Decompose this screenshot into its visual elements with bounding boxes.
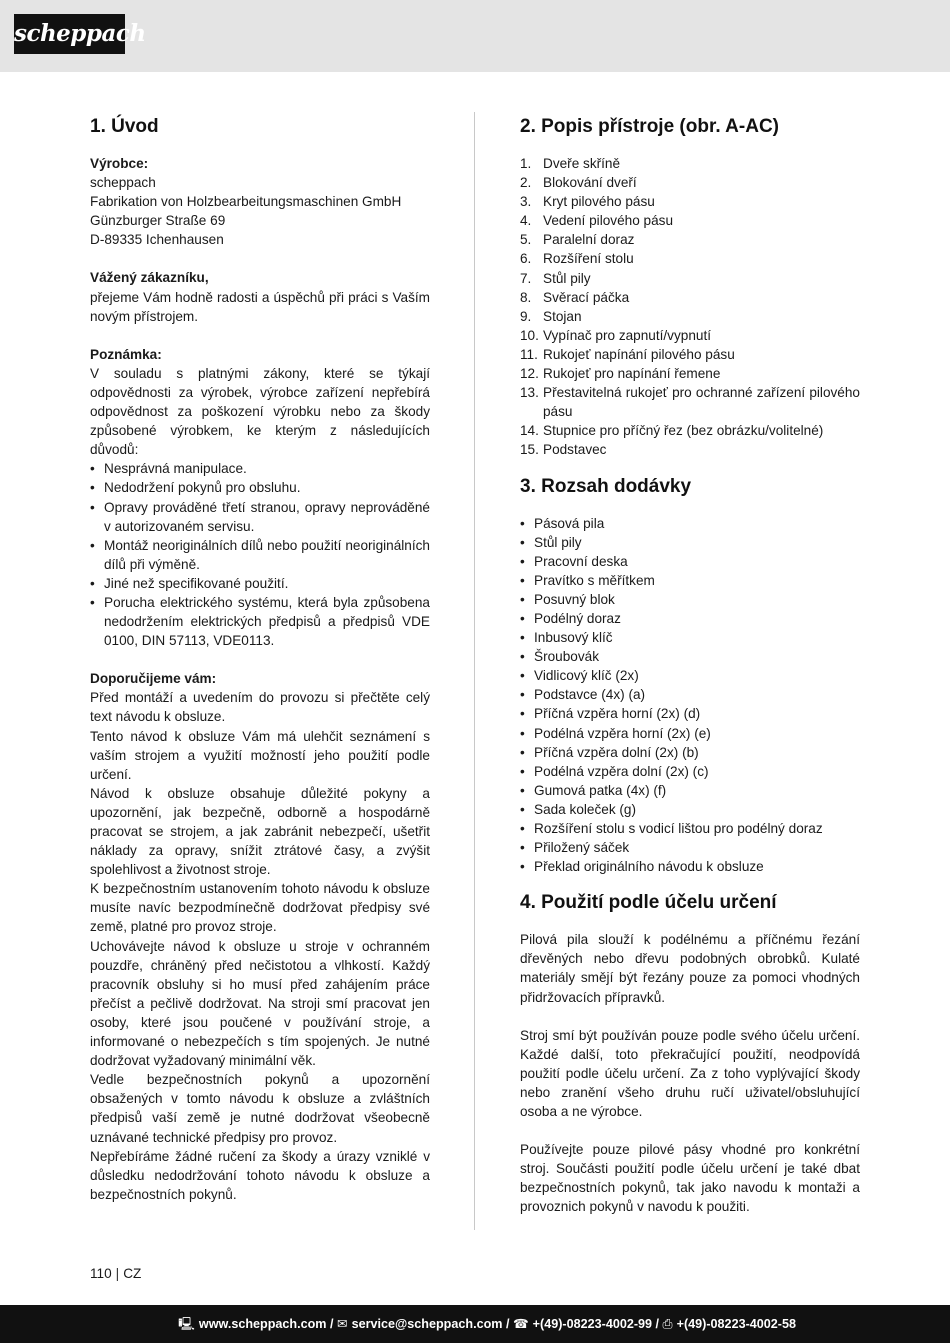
list-item: • Stůl pily — [520, 533, 860, 552]
item-number: 8. — [520, 289, 532, 305]
item-text: Stůl pily — [543, 270, 591, 286]
manufacturer-line: Fabrikation von Holzbearbeitungsmaschinen GmbH — [90, 194, 402, 210]
item-number: 13. — [520, 385, 539, 401]
column-divider — [474, 112, 475, 1230]
list-item — [520, 249, 860, 268]
item-text: Paralelní doraz — [543, 232, 635, 248]
item-number: 11. — [520, 346, 538, 362]
note-label: Poznámka: — [90, 346, 162, 362]
list-item: • Překlad originálního návodu k obsluze — [520, 857, 860, 876]
list-item: • Podélná vzpěra dolní (2x) (c) — [520, 762, 860, 781]
list-item — [520, 307, 860, 326]
recommend-paragraph: Tento návod k obsluze Vám má ulehčit seznámení s vaším strojem a využití možností jeho použití podle určení. — [90, 728, 430, 782]
item-number: 15. — [520, 442, 539, 458]
item-number: 2. — [520, 175, 532, 191]
list-item: • Nesprávná manipulace. — [90, 459, 430, 478]
list-item — [520, 154, 860, 173]
list-item: • Opravy prováděné třetí stranou, opravy neprováděné v autorizovaném servisu. — [90, 498, 430, 536]
page-number-value: 110 — [90, 1266, 112, 1281]
list-item: • Šroubovák — [520, 647, 860, 666]
use-paragraph: Pilová pila slouží k podélnému a příčnému řezání dřevěných nebo dřevu podobných obrobků. Kulaté materiály smějí být řezány pouze za pomoci vhodných přidržovacích přípravků. — [520, 932, 860, 1005]
item-number: 3. — [520, 194, 532, 210]
page-language: CZ — [123, 1266, 142, 1281]
item-number: 4. — [520, 213, 532, 229]
item-text: Dveře skříně — [543, 156, 621, 171]
item-text: Rukojeť napínání pilového pásu — [543, 346, 735, 362]
list-item — [520, 383, 860, 421]
item-text: Svěrací páčka — [543, 289, 630, 305]
mail-icon: ✉ — [337, 1317, 348, 1331]
manufacturer-line: D-89335 Ichenhausen — [90, 232, 224, 248]
note-bullet-list — [90, 459, 430, 650]
list-item — [520, 192, 860, 211]
item-number: 10. — [520, 327, 539, 343]
recommend-paragraph: Vedle bezpečnostních pokynů a upozornění obsažených v tomto návodu k obsluze a zvláštních předpisů vaší země je nutné dodržovat všeobecně uznávané technické předpisy pro provoz. — [90, 1072, 430, 1145]
section-1-title: 1. Úvod — [90, 116, 159, 137]
fax-icon: ⎙ — [662, 1317, 673, 1331]
list-item: • Vidlicový klíč (2x) — [520, 666, 860, 685]
right-column — [520, 112, 860, 1217]
list-item — [520, 326, 860, 345]
recommend-paragraph: Před montáží a uvedením do provozu si přečtěte celý text návodu k obsluze. — [90, 690, 430, 725]
header-bar — [0, 0, 950, 72]
list-item: • Inbusový klíč — [520, 628, 860, 647]
list-item — [520, 345, 860, 364]
list-item: • Nedodržení pokynů pro obsluhu. — [90, 478, 430, 497]
manufacturer-label: Výrobce: — [90, 156, 149, 171]
list-item: • Sada koleček (g) — [520, 800, 860, 819]
item-text: Stupnice pro příčný řez (bez obrázku/volitelné) — [543, 423, 824, 439]
recommend-paragraph: K bezpečnostním ustanovením tohoto návodu k obsluze musíte navíc bezpodmínečně dodržovat předpisy své země, platné pro provoz stroje. — [90, 881, 430, 935]
dear-customer-label: Vážený zákazníku, — [90, 270, 209, 286]
list-item — [520, 211, 860, 230]
recommend-label: Doporučijeme vám: — [90, 671, 217, 687]
list-item: • Podélný doraz — [520, 609, 860, 628]
footer-web[interactable]: www.scheppach.com / — [198, 1317, 334, 1331]
item-text: Kryt pilového pásu — [543, 194, 655, 210]
note-text: V souladu s platnými zákony, které se týkají odpovědnosti za výrobek, výrobce zařízení nepřebírá odpovědnost za poškození výrobku nebo za škody způsobené výrobkem, ke kterým z následujících důvodů: — [90, 365, 430, 458]
list-item — [520, 173, 860, 192]
recommend-paragraph: Návod k obsluze obsahuje důležité pokyny a upozornění, jak bezpečně, odborně a hospodárně pracovat se strojem, a jak zabránit nebezpečí, ušetřit náklady za opravy, snížit ztrátové časy, a zvýšit spolehlivost a životnost stroje. — [90, 785, 430, 878]
item-text: Rozšíření stolu — [543, 251, 634, 267]
use-paragraph: Používejte pouze pilové pásy vhodné pro konkrétní stroj. Součásti použití podle účelu určení je také dbat bezpečnostních pokynů, tak jako navodu k montaži a provoznich pokynů v navodu k použiti. — [520, 1142, 860, 1215]
list-item: • Rozšíření stolu s vodicí lištou pro podélný doraz — [520, 819, 860, 838]
item-number: 12. — [520, 366, 539, 382]
item-number: 14. — [520, 423, 539, 439]
list-item: • Montáž neoriginálních dílů nebo použití neoriginálních dílů při výměně. — [90, 536, 430, 574]
manufacturer-line: Günzburger Straße 69 — [90, 213, 226, 229]
item-number: 1. — [520, 156, 532, 171]
list-item — [520, 230, 860, 249]
list-item: • Jiné než specifikované použití. — [90, 574, 430, 593]
list-item — [520, 288, 860, 307]
item-text: Stojan — [543, 308, 582, 324]
list-item: • Podélná vzpěra horní (2x) (e) — [520, 724, 860, 743]
computer-icon: 🖳 — [178, 1317, 195, 1331]
item-text: Vypínač pro zapnutí/vypnutí — [543, 327, 712, 343]
list-item: • Gumová patka (4x) (f) — [520, 781, 860, 800]
phone-icon: ☎ — [512, 1317, 529, 1331]
list-item: • Přiložený sáček — [520, 838, 860, 857]
list-item — [520, 440, 860, 459]
left-column — [90, 112, 430, 1204]
list-item: • Pracovní deska — [520, 552, 860, 571]
list-item — [520, 269, 860, 288]
scope-list — [520, 514, 860, 877]
use-paragraph: Stroj smí být používán pouze podle svého účelu určení. Každé další, toto překračující použití, neodpovídá použití podle účelu určení. Za z toho vyplývající škody nebo zranění všeho druhu ručí uživatel/obsluhující osoba a ne výrobce. — [520, 1027, 860, 1120]
section-4-title: 4. Použití podle účelu určení — [520, 892, 777, 914]
section-3-title: 3. Rozsah dodávky — [520, 475, 692, 497]
manufacturer-line: scheppach — [90, 175, 156, 191]
item-text: Blokování dveří — [543, 175, 637, 191]
page-number: 110 | CZ — [90, 1266, 142, 1281]
list-item: • Pásová pila — [520, 514, 860, 533]
list-item: • Posuvný blok — [520, 590, 860, 609]
recommend-paragraph: Nepřebíráme žádné ručení za škody a úrazy vzniklé v důsledku nedodržování tohoto návodu k obsluze a bezpečnostních pokynů. — [90, 1148, 430, 1202]
list-item: • Podstavce (4x) (a) — [520, 685, 860, 704]
section-2-title: 2. Popis přístroje (obr. A-AC) — [520, 116, 779, 137]
footer-phone: +(49)-08223-4002-99 / — [532, 1317, 660, 1331]
list-item: • Porucha elektrického systému, která byla způsobena nedodržením elektrických předpisů a předpisů VDE 0100, DIN 57113, VDE0113. — [90, 593, 430, 650]
list-item: • Příčná vzpěra horní (2x) (d) — [520, 704, 860, 723]
scheppach-logo: scheppach — [14, 14, 125, 54]
item-number: 9. — [520, 308, 532, 324]
list-item — [520, 364, 860, 383]
item-number: 5. — [520, 232, 532, 248]
list-item: • Příčná vzpěra dolní (2x) (b) — [520, 743, 860, 762]
dear-customer-text: přejeme Vám hodně radosti a úspěchů při práci s Vaším novým přístrojem. — [90, 289, 430, 324]
item-text: Přestavitelná rukojeť pro ochranné zařízení pilového pásu — [543, 385, 860, 420]
list-item: • Pravítko s měřítkem — [520, 571, 860, 590]
recommend-paragraph: Uchovávejte návod k obsluze u stroje v ochranném pouzdře, chráněný před nečistotou a vlhkostí. Každý pracovník obsluhy si ho musí před zahájením práce přečíst a pečlivě dodržovat. Na stroji smí pracovat jen osoby, které jsou poučené v používání stroje, a informované o nebezpečích s tím spojených. Je nutné dodržovat vyžadovaný minimální věk. — [90, 938, 430, 1069]
footer-email[interactable]: service@scheppach.com / — [351, 1317, 510, 1331]
item-text: Podstavec — [543, 442, 607, 458]
item-number: 6. — [520, 251, 532, 267]
list-item — [520, 421, 860, 440]
item-number: 7. — [520, 270, 532, 286]
parts-list — [520, 154, 860, 460]
footer-bar — [0, 1305, 950, 1343]
item-text: Vedení pilového pásu — [543, 213, 674, 229]
footer-fax: +(49)-08223-4002-58 — [676, 1317, 796, 1331]
item-text: Rukojeť pro napínání řemene — [543, 366, 721, 382]
